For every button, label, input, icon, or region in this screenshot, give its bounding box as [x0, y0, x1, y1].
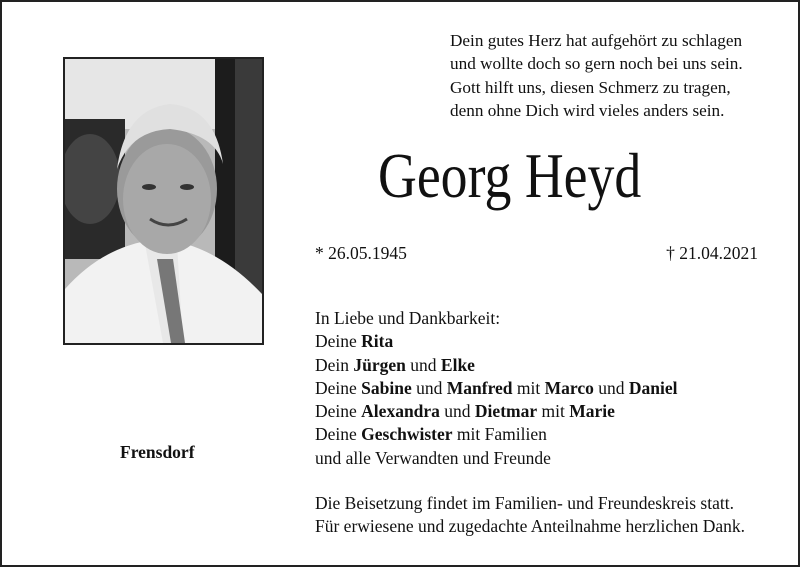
mourner-line: [315, 330, 678, 353]
mourner-name: Jürgen: [353, 354, 406, 375]
death-date: † 21.04.2021: [666, 243, 758, 263]
poem-line: und wollte doch so gern noch bei uns sein.: [450, 54, 743, 74]
memorial-poem: [450, 29, 780, 122]
mourner-name: Daniel: [628, 377, 678, 398]
text: Deine: [315, 401, 362, 422]
mourner-name: Elke: [440, 354, 475, 375]
mourner-name: Marco: [544, 377, 594, 398]
mourner-line: und alle Verwandten und Freunde: [315, 447, 551, 468]
poem-line: Gott hilft uns, diesen Schmerz zu tragen,: [450, 77, 731, 97]
text: Deine: [315, 331, 362, 352]
text: und: [593, 377, 629, 398]
closing-line: Die Beisetzung findet im Familien- und Freundeskreis statt.: [315, 493, 734, 513]
text: mit: [512, 377, 545, 398]
mourner-name: Geschwister: [361, 424, 453, 445]
birth-date: * 26.05.1945: [315, 243, 407, 263]
text: und: [405, 354, 441, 375]
mourner-name: Marie: [569, 401, 615, 422]
text: Dein: [315, 354, 354, 375]
mourners-list: [315, 307, 678, 470]
deceased-name: Georg Heyd: [378, 140, 642, 211]
closing-line: Für erwiesene und zugedachte Anteilnahme herzlichen Dank.: [315, 516, 746, 537]
mourner-name: Dietmar: [474, 401, 538, 422]
text: mit Familien: [452, 424, 547, 445]
text: Deine: [315, 424, 362, 445]
text: und: [411, 377, 447, 398]
mourner-line: [315, 354, 678, 377]
mourner-name: Rita: [361, 331, 394, 352]
closing-note: [315, 492, 745, 539]
mourner-name: Alexandra: [361, 401, 440, 422]
text: und: [439, 401, 475, 422]
poem-line: Dein gutes Herz hat aufgehört zu schlagen: [450, 31, 743, 50]
mourner-name: Manfred: [446, 377, 513, 398]
poem-line: denn ohne Dich wird vieles anders sein.: [450, 100, 725, 120]
mourner-name: Sabine: [361, 377, 412, 398]
portrait-photo: [63, 57, 264, 345]
mourner-line: [315, 423, 678, 446]
place-name: Frensdorf: [120, 442, 195, 462]
text: mit: [537, 401, 570, 422]
mourners-intro: In Liebe und Dankbarkeit:: [315, 308, 501, 328]
mourner-line: [315, 400, 678, 423]
text: Deine: [315, 377, 362, 398]
mourner-line: [315, 377, 678, 400]
